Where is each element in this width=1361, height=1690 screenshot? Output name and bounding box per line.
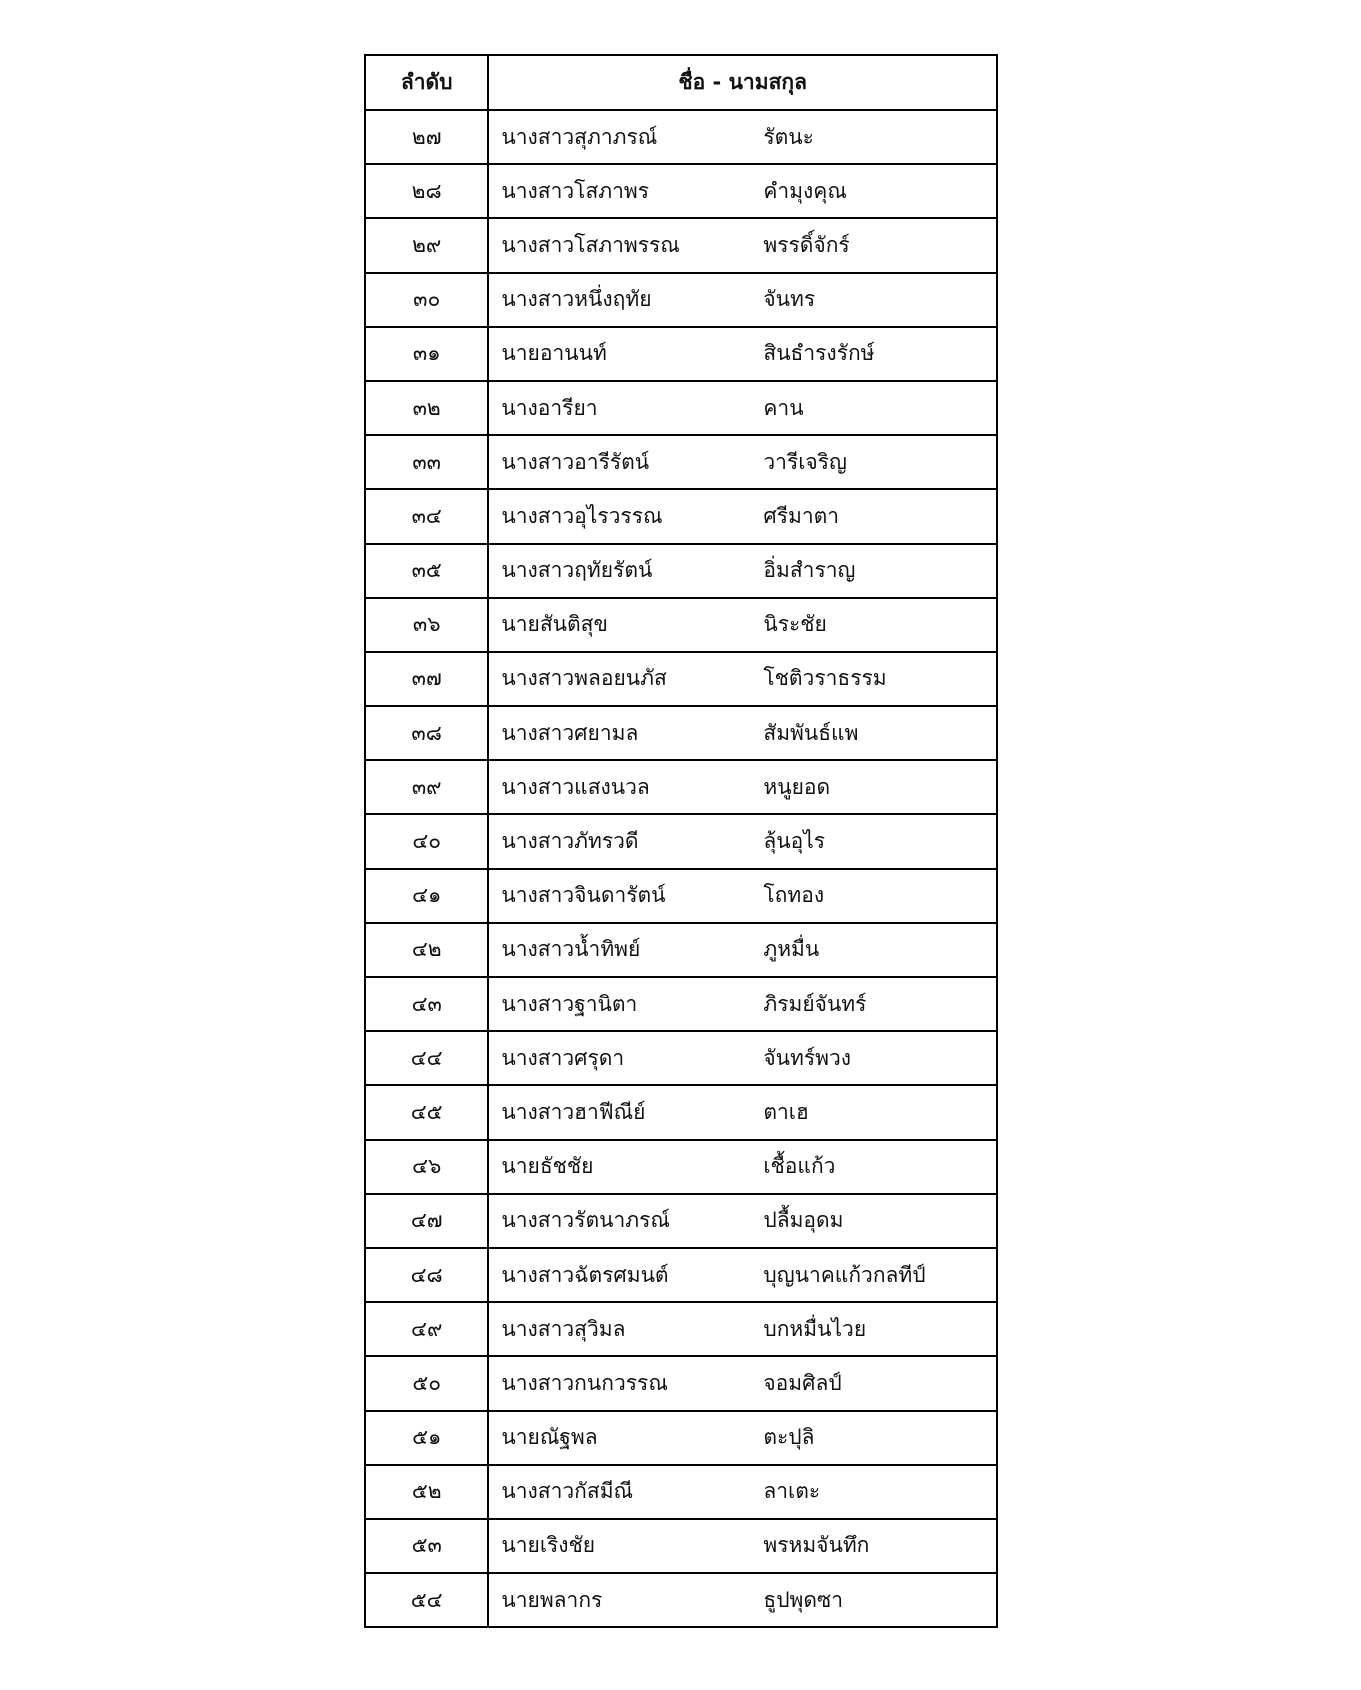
row-fullname-cell	[488, 1248, 997, 1302]
row-number: ๓๗	[365, 652, 488, 706]
row-fullname-cell	[488, 1519, 997, 1573]
first-name: นางสาวฮาฟีณีย์	[501, 1099, 646, 1124]
table-row	[365, 1411, 997, 1465]
row-fullname-cell	[488, 327, 997, 381]
table-row	[365, 706, 997, 760]
row-fullname-cell	[488, 1573, 997, 1627]
fullname	[489, 554, 996, 587]
table-row	[365, 1519, 997, 1573]
first-name: นางสาวแสงนวล	[501, 774, 650, 799]
first-name: นางสาวพลอยนภัส	[501, 666, 667, 691]
row-number: ๔๑	[365, 869, 488, 923]
row-number: ๓๒	[365, 381, 488, 435]
fullname	[489, 1042, 996, 1075]
header-fullname: ชื่อ - นามสกุล	[488, 55, 997, 110]
row-number: ๔๖	[365, 1140, 488, 1194]
row-number: ๔๙	[365, 1302, 488, 1356]
first-name: นายสันติสุข	[501, 612, 608, 637]
last-name: ตะปุลิ	[763, 1425, 815, 1450]
row-number: ๓๑	[365, 327, 488, 381]
row-fullname-cell	[488, 218, 997, 272]
fullname	[489, 121, 996, 154]
row-fullname-cell	[488, 652, 997, 706]
row-number: ๕๑	[365, 1411, 488, 1465]
last-name: คำมุงคุณ	[763, 178, 847, 203]
fullname	[489, 717, 996, 750]
last-name: สัมพันธ์แพ	[763, 720, 859, 745]
fullname	[489, 988, 996, 1021]
last-name: คาน	[763, 395, 804, 420]
table-row	[365, 977, 997, 1031]
fullname	[489, 825, 996, 858]
last-name: วารีเจริญ	[763, 449, 847, 474]
row-number: ๓๔	[365, 489, 488, 543]
fullname	[489, 1150, 996, 1183]
row-fullname-cell	[488, 544, 997, 598]
last-name: นิระชัย	[763, 612, 827, 637]
row-number: ๔๗	[365, 1194, 488, 1248]
last-name: อิ่มสำราญ	[763, 558, 856, 583]
last-name: ธูปพุดซา	[763, 1587, 844, 1612]
first-name: นางสาวฤทัยรัตน์	[501, 558, 653, 583]
table-row	[365, 760, 997, 814]
table-body	[365, 110, 997, 1627]
first-name: นางสาวฉัตรศมนต์	[501, 1262, 669, 1287]
last-name: ภิรมย์จันทร์	[763, 991, 867, 1016]
row-fullname-cell	[488, 164, 997, 218]
table-row	[365, 273, 997, 327]
row-fullname-cell	[488, 110, 997, 164]
table-row	[365, 327, 997, 381]
row-number: ๓๐	[365, 273, 488, 327]
table-row	[365, 1356, 997, 1410]
row-fullname-cell	[488, 814, 997, 868]
table-row	[365, 544, 997, 598]
table-row	[365, 1085, 997, 1139]
last-name: บกหมื่นไวย	[763, 1316, 867, 1341]
row-fullname-cell	[488, 977, 997, 1031]
last-name: ตาเฮ	[763, 1099, 809, 1124]
last-name: ลุ้นอุไร	[763, 829, 826, 854]
row-fullname-cell	[488, 381, 997, 435]
fullname	[489, 1367, 996, 1400]
fullname	[489, 229, 996, 262]
last-name: บุญนาคแก้วกลทีป์	[763, 1262, 926, 1287]
fullname	[489, 392, 996, 425]
last-name: ปลื้มอุดม	[763, 1208, 844, 1233]
fullname	[489, 500, 996, 533]
last-name: พรรดิ์จักร์	[763, 232, 850, 257]
row-number: ๕๒	[365, 1465, 488, 1519]
table-row	[365, 1248, 997, 1302]
first-name: นางสาวหนึ่งฤทัย	[501, 287, 652, 312]
table-row	[365, 1573, 997, 1627]
last-name: ลาเตะ	[763, 1479, 821, 1504]
first-name: นางสาวศยามล	[501, 720, 639, 745]
row-number: ๔๔	[365, 1031, 488, 1085]
row-number: ๒๘	[365, 164, 488, 218]
fullname	[489, 1475, 996, 1508]
row-fullname-cell	[488, 1411, 997, 1465]
table-row	[365, 489, 997, 543]
row-number: ๒๗	[365, 110, 488, 164]
fullname	[489, 1584, 996, 1617]
fullname	[489, 1096, 996, 1129]
name-list-table	[364, 54, 998, 1628]
table-row	[365, 1194, 997, 1248]
fullname	[489, 1421, 996, 1454]
row-fullname-cell	[488, 869, 997, 923]
last-name: จันทร	[763, 287, 816, 312]
first-name: นางสาวโสภาพร	[501, 178, 650, 203]
fullname	[489, 662, 996, 695]
header-number: ลำดับ	[365, 55, 488, 110]
first-name: นางสาวโสภาพรรณ	[501, 232, 680, 257]
first-name: นางสาวอารีรัตน์	[501, 449, 650, 474]
row-number: ๓๘	[365, 706, 488, 760]
first-name: นางสาวน้ำทิพย์	[501, 937, 641, 962]
first-name: นายอานนท์	[501, 341, 607, 366]
first-name: นางสาวกัสมีณี	[501, 1479, 634, 1504]
fullname	[489, 1529, 996, 1562]
fullname	[489, 608, 996, 641]
table-row	[365, 381, 997, 435]
row-fullname-cell	[488, 1465, 997, 1519]
first-name: นายพลากร	[501, 1587, 603, 1612]
fullname	[489, 446, 996, 479]
fullname	[489, 879, 996, 912]
table-row	[365, 164, 997, 218]
table-row	[365, 1465, 997, 1519]
row-number: ๓๙	[365, 760, 488, 814]
last-name: หนูยอด	[763, 774, 831, 799]
table-row	[365, 435, 997, 489]
last-name: พรหมจันทึก	[763, 1533, 870, 1558]
first-name: นางสาวอุไรวรรณ	[501, 503, 663, 528]
last-name: รัตนะ	[763, 124, 814, 149]
first-name: นางสาวฐานิตา	[501, 991, 638, 1016]
fullname	[489, 933, 996, 966]
first-name: นายณัฐพล	[501, 1425, 598, 1450]
table-row	[365, 652, 997, 706]
row-number: ๔๕	[365, 1085, 488, 1139]
fullname	[489, 1313, 996, 1346]
fullname	[489, 283, 996, 316]
row-number: ๕๓	[365, 1519, 488, 1573]
row-number: ๔๐	[365, 814, 488, 868]
first-name: นางสาวสุวิมล	[501, 1316, 626, 1341]
row-fullname-cell	[488, 1356, 997, 1410]
table-row	[365, 1302, 997, 1356]
fullname	[489, 1204, 996, 1237]
row-number: ๔๓	[365, 977, 488, 1031]
row-fullname-cell	[488, 706, 997, 760]
first-name: นางสาวรัตนาภรณ์	[501, 1208, 670, 1233]
last-name: ภูหมื่น	[763, 937, 820, 962]
table-row	[365, 110, 997, 164]
table-row	[365, 1031, 997, 1085]
row-fullname-cell	[488, 273, 997, 327]
first-name: นายธัชชัย	[501, 1154, 594, 1179]
last-name: ศรีมาตา	[763, 503, 840, 528]
fullname	[489, 1259, 996, 1292]
row-fullname-cell	[488, 435, 997, 489]
first-name: นายเริงชัย	[501, 1533, 596, 1558]
fullname	[489, 771, 996, 804]
row-fullname-cell	[488, 1194, 997, 1248]
table-row	[365, 218, 997, 272]
row-number: ๔๒	[365, 923, 488, 977]
row-fullname-cell	[488, 1302, 997, 1356]
row-fullname-cell	[488, 598, 997, 652]
row-fullname-cell	[488, 489, 997, 543]
row-fullname-cell	[488, 1140, 997, 1194]
table-row	[365, 1140, 997, 1194]
first-name: นางสาวสุภาภรณ์	[501, 124, 658, 149]
table-header	[365, 55, 997, 110]
row-number: ๒๙	[365, 218, 488, 272]
first-name: นางสาวศรุดา	[501, 1045, 625, 1070]
row-number: ๓๕	[365, 544, 488, 598]
last-name: จันทร์พวง	[763, 1045, 852, 1070]
row-number: ๓๖	[365, 598, 488, 652]
last-name: สินธำรงรักษ์	[763, 341, 875, 366]
header-row	[365, 55, 997, 110]
row-fullname-cell	[488, 760, 997, 814]
first-name: นางสาวกนกวรรณ	[501, 1370, 668, 1395]
row-fullname-cell	[488, 1031, 997, 1085]
row-fullname-cell	[488, 1085, 997, 1139]
table-row	[365, 869, 997, 923]
first-name: นางสาวภัทรวดี	[501, 829, 639, 854]
row-number: ๔๘	[365, 1248, 488, 1302]
last-name: โถทอง	[763, 883, 825, 908]
first-name: นางอารียา	[501, 395, 598, 420]
table-row	[365, 814, 997, 868]
last-name: จอมศิลป์	[763, 1370, 842, 1395]
fullname	[489, 175, 996, 208]
table-row	[365, 598, 997, 652]
last-name: เชื้อแก้ว	[763, 1154, 836, 1179]
row-number: ๕๐	[365, 1356, 488, 1410]
row-number: ๓๓	[365, 435, 488, 489]
last-name: โชติวราธรรม	[763, 666, 887, 691]
first-name: นางสาวจินดารัตน์	[501, 883, 666, 908]
fullname	[489, 337, 996, 370]
table-row	[365, 923, 997, 977]
row-fullname-cell	[488, 923, 997, 977]
row-number: ๕๔	[365, 1573, 488, 1627]
